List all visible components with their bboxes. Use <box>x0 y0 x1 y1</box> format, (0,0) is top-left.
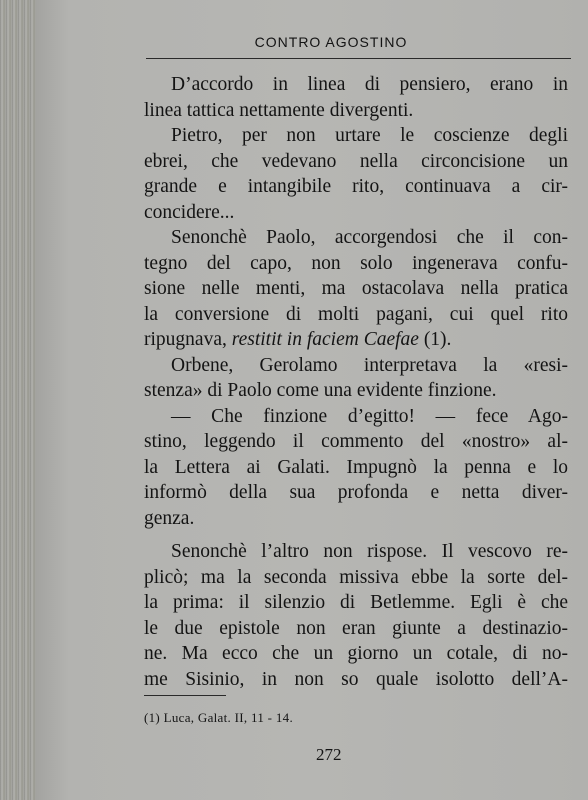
text-line: Orbene, Gerolamo interpretava la «resi- <box>171 354 568 376</box>
text-line: stino, leggendo il commento del «nostro» al- <box>144 431 568 452</box>
running-head: CONTRO AGOSTINO <box>254 34 408 50</box>
text-line: tegno del capo, non solo ingenerava confu- <box>144 252 568 274</box>
paragraph-gap <box>144 531 568 539</box>
latin-quote: restitit in faciem Caefae <box>231 329 419 350</box>
footnote: (1) Luca, Galat. II, 11 - 14. <box>144 710 293 725</box>
text-line: grande e intangibile rito, continuava a cir- <box>144 176 568 197</box>
text-line: le due epistole non eran giunte a destinazio- <box>144 617 568 639</box>
page-number: 272 <box>316 745 342 764</box>
text-line: — Che finzione d’egitto! — fece Ago- <box>171 405 568 427</box>
text-line: plicò; ma la seconda missiva ebbe la sorte del- <box>144 566 568 588</box>
book-page <box>36 0 588 800</box>
text-line: Pietro, per non urtare le coscienze degli <box>171 125 568 146</box>
book-page-edges <box>0 0 40 800</box>
text-line: ne. Ma ecco che un giorno un cotale, di no- <box>144 643 568 664</box>
text-line: me Sisinio, in non so quale isolotto dell’A- <box>144 668 568 690</box>
text-line: la conversione di molti pagani, cui quel rito <box>144 303 568 325</box>
header-rule <box>146 58 571 59</box>
text-fragment: ripugnava, <box>144 329 227 350</box>
text-line: sione nelle menti, ma ostacolava nella pratica <box>144 278 568 299</box>
text-line: linea tattica nettamente divergenti. <box>144 99 414 121</box>
text-line: la prima: il silenzio di Betlemme. Egli è che <box>144 592 568 613</box>
footnote-rule <box>144 695 226 696</box>
text-line: D’accordo in linea di pensiero, erano in <box>171 74 568 95</box>
text-line: ebrei, che vedevano nella circoncisione un <box>144 150 568 172</box>
text-line: informò della sua profonda e netta diver- <box>144 482 568 503</box>
text-line: genza. <box>144 507 195 529</box>
text-line: la Lettera ai Galati. Impugnò la penna e lo <box>144 456 568 478</box>
text-line <box>144 327 568 353</box>
body-text <box>144 72 568 692</box>
text-line: Senonchè l’altro non rispose. Il vescovo re- <box>171 541 568 562</box>
text-line: stenza» di Paolo come una evidente finzione. <box>144 380 497 401</box>
footnote-reference: (1). <box>423 329 452 350</box>
text-line: concidere... <box>144 201 235 223</box>
text-line: Senonchè Paolo, accorgendosi che il con- <box>171 227 568 248</box>
